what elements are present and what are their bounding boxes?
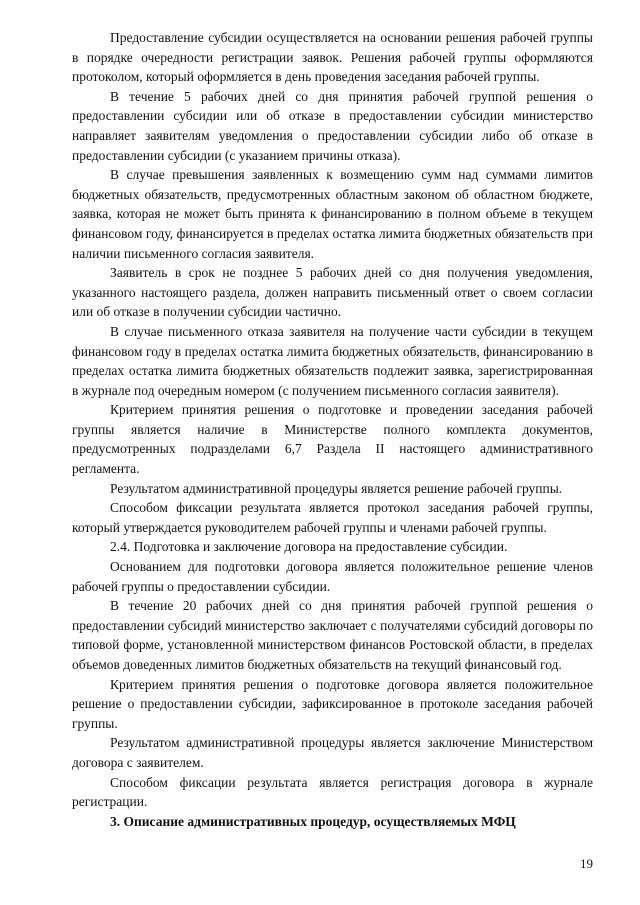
paragraph: В случае превышения заявленных к возмещению сумм над суммами лимитов бюджетных обязательств, предусмотренных областным законом об областном бюджете, заявка, которая не может быть принята к финансированию в полном объеме в текущем финансовом году, финансируется в пределах остатка лимита бюджетных обязательств при наличии письменного согласия заявителя. [72,167,593,261]
document-body [72,28,593,831]
paragraph: В течение 20 рабочих дней со дня принятия рабочей группой решения о предоставлении субсидий министерство заключает с получателями субсидий договоры по типовой форме, установленной министерством финансов Ростовской области, в пределах объемов доведенных лимитов бюджетных обязательств на текущий финансовый год. [72,598,593,672]
paragraph: В случае письменного отказа заявителя на получение части субсидии в текущем финансовом году в пределах остатка лимита бюджетных обязательств, финансированию в пределах остатка лимита бюджетных обязательств подлежит заявка, зарегистрированная в журнале под очередным номером (с получением письменного согласия заявителя). [72,323,593,398]
page-number: 19 [580,856,593,871]
paragraph: В течение 5 рабочих дней со дня принятия рабочей группой решения о предоставлении субсидии или об отказе в предоставлении субсидии министерство направляет заявителям уведомления о предоставлении субсидии либо об отказе в предоставлении субсидии (с указанием причины отказа). [72,88,593,163]
paragraph: Способом фиксации результата является регистрация договора в журнале регистрации. [72,774,593,810]
paragraph: Результатом административной процедуры является заключение Министерством договора с заявителем. [72,735,593,770]
section-heading: 3. Описание административных процедур, осуществляемых МФЦ [110,813,516,829]
paragraph: Способом фиксации результата является протокол заседания рабочей группы, который утверждается руководителем рабочей группы и членами рабочей группы. [72,500,593,535]
paragraph: Заявитель в срок не позднее 5 рабочих дней со дня получения уведомления, указанного настоящего раздела, должен направить письменный ответ о своем согласии или об отказе в получении субсидии частично. [72,265,593,320]
paragraph: Основанием для подготовки договора является положительное решение членов рабочей группы о предоставлении субсидии. [72,559,593,594]
paragraph: Предоставление субсидии осуществляется на основании решения рабочей группы в порядке очередности регистрации заявок. Решения рабочей группы оформляются протоколом, который оформляется в день проведения заседания рабочей группы. [72,30,593,85]
paragraph: Критерием принятия решения о подготовке и проведении заседания рабочей группы является наличие в Министерстве полного комплекта документов, предусмотренных подразделами 6,7 Раздела II настоящего административного регламента. [72,402,593,477]
subsection-heading: 2.4. Подготовка и заключение договора на предоставление субсидии. [110,539,508,555]
paragraph: Результатом административной процедуры является решение рабочей группы. [110,480,563,496]
paragraph: Критерием принятия решения о подготовке договора является положительное решение о предоставлении субсидии, зафиксированное в протоколе заседания рабочей группы. [72,676,593,731]
